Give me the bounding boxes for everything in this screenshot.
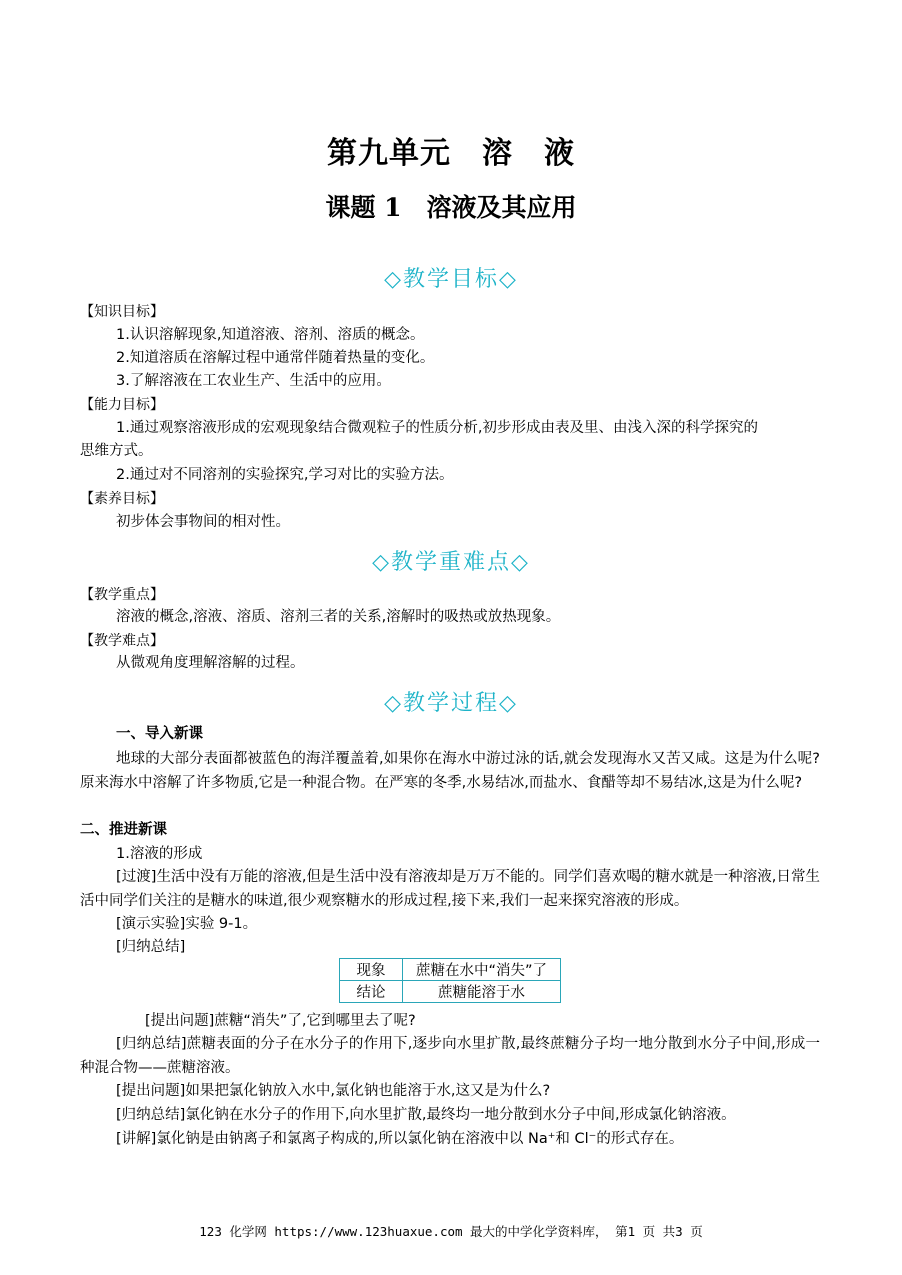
difficulty-text: 从微观角度理解溶解的过程。 — [116, 655, 305, 671]
demo-text: [演示实验]实验 9-1。 — [116, 916, 258, 932]
table-row — [340, 959, 561, 981]
intro-heading: 一、导入新课 — [116, 726, 203, 742]
table-row — [340, 981, 561, 1003]
tag-knowledge: 【知识目标】 — [80, 304, 164, 320]
tag-focus: 【教学重点】 — [80, 587, 164, 603]
section-heading-key-points: ◇教学重难点◇ — [372, 550, 530, 575]
intro-paragraph: 地球的大部分表面都被蓝色的海洋覆盖着,如果你在海水中游过泳的话,就会发现海水又苦又咸。这是为什么呢?原来海水中溶解了许多物质,它是一种混合物。在严寒的冬季,水易结冰,而盐水、食醋等却不易结冰,这是为什么呢? — [80, 751, 820, 791]
transition-paragraph: [过渡]生活中没有万能的溶液,但是生活中没有溶液却是万万不能的。同学们喜欢喝的糖水就是一种溶液,日常生活中同学们关注的是糖水的味道,很少观察糖水的形成过程,接下来,我们一起来探究溶液的形成。 — [80, 869, 820, 909]
table-cell-value: 蔗糖在水中“消失”了 — [403, 959, 561, 981]
summary-1: [归纳总结]蔗糖表面的分子在水分子的作用下,逐步向水里扩散,最终蔗糖分子均一地分散到水分子中间,形成一种混合物——蔗糖溶液。 — [80, 1036, 820, 1076]
page-footer: 123 化学网 https://www.123huaxue.com 最大的中学化学资料库， 第1 页 共3 页 — [199, 1224, 703, 1239]
lesson-title: 课题 1 溶液及其应用 — [325, 193, 577, 222]
focus-text: 溶液的概念,溶液、溶质、溶剂三者的关系,溶解时的吸热或放热现象。 — [116, 609, 561, 625]
table-cell-value: 蔗糖能溶于水 — [403, 981, 561, 1003]
literacy-item: 初步体会事物间的相对性。 — [116, 514, 290, 530]
observation-table — [339, 958, 561, 1003]
ability-item-cont: 思维方式。 — [80, 443, 153, 459]
section-heading-process: ◇教学过程◇ — [384, 691, 518, 716]
question-2: [提出问题]如果把氯化钠放入水中,氯化钠也能溶于水,这又是为什么? — [116, 1083, 551, 1099]
table-cell-key: 现象 — [340, 959, 403, 981]
ability-item: 2.通过对不同溶剂的实验探究,学习对比的实验方法。 — [116, 467, 454, 483]
summary-label: [归纳总结] — [116, 939, 186, 955]
knowledge-item: 3.了解溶液在工农业生产、生活中的应用。 — [116, 373, 391, 389]
tag-difficulty: 【教学难点】 — [80, 633, 164, 649]
tag-ability: 【能力目标】 — [80, 397, 164, 413]
summary-2: [归纳总结]氯化钠在水分子的作用下,向水里扩散,最终均一地分散到水分子中间,形成氯化钠溶液。 — [116, 1107, 736, 1123]
subheading-solution-formation: 1.溶液的形成 — [116, 846, 203, 862]
table-cell-key: 结论 — [340, 981, 403, 1003]
tag-literacy: 【素养目标】 — [80, 491, 164, 507]
question-1: [提出问题]蔗糖“消失”了,它到哪里去了呢? — [145, 1013, 416, 1029]
knowledge-item: 1.认识溶解现象,知道溶液、溶剂、溶质的概念。 — [116, 327, 425, 343]
new-lesson-heading: 二、推进新课 — [80, 822, 167, 838]
explanation: [讲解]氯化钠是由钠离子和氯离子构成的,所以氯化钠在溶液中以 Na⁺和 Cl⁻的形式存在。 — [116, 1131, 684, 1147]
unit-title: 第九单元 溶 液 — [327, 136, 575, 171]
section-heading-objectives: ◇教学目标◇ — [384, 267, 518, 292]
knowledge-item: 2.知道溶质在溶解过程中通常伴随着热量的变化。 — [116, 350, 435, 366]
ability-item: 1.通过观察溶液形成的宏观现象结合微观粒子的性质分析,初步形成由表及里、由浅入深的科学探究的 — [116, 420, 758, 436]
